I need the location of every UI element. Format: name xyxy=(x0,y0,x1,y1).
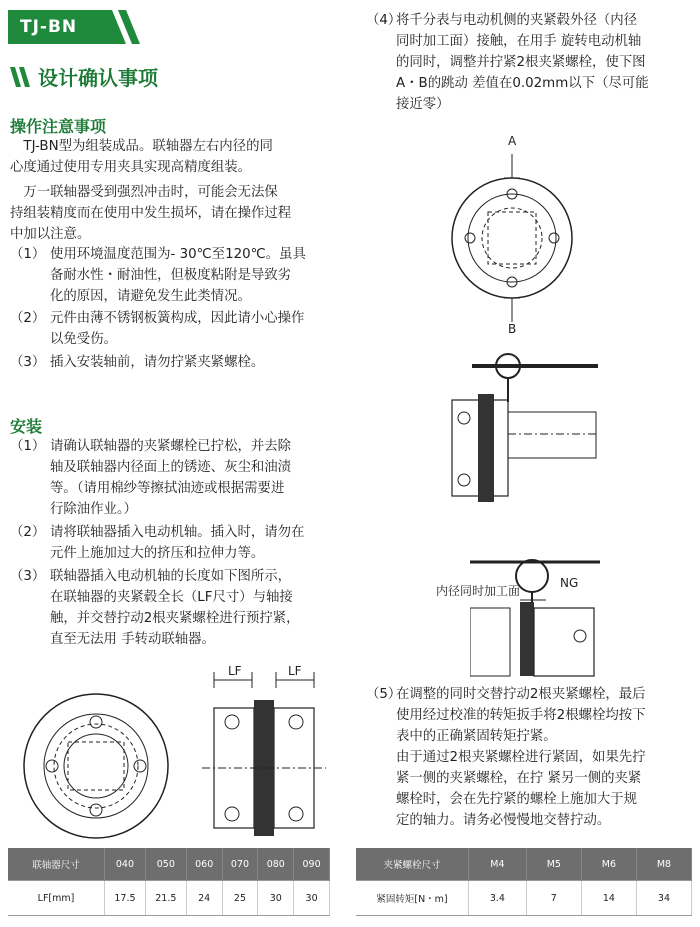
item-line: 备耐水性・耐油性，但极度粘附是导致劣 xyxy=(50,268,292,283)
install-heading: 安装 xyxy=(10,417,43,436)
item-line: 直至无法用 手转动联轴器。 xyxy=(50,632,215,647)
coupling-front-view-figure xyxy=(8,690,188,840)
install-item-3 xyxy=(10,566,340,652)
item-line: 在联轴器的夹紧毂全长（LF尺寸）与轴接 xyxy=(50,590,293,605)
ops-item-2 xyxy=(10,308,340,352)
ops-para1-line: TJ-BN型为组装成品。联轴器左右内径的同 xyxy=(10,139,273,154)
item-line: A・B的跳动 差值在0.02mm以下（尽可能 xyxy=(396,76,649,91)
table-cell: 30 xyxy=(294,881,330,916)
table-cell: 24 xyxy=(186,881,222,916)
table-header-cell: M6 xyxy=(581,848,636,881)
table-cell: 17.5 xyxy=(105,881,146,916)
lf-table-header xyxy=(8,848,330,881)
item-number: （1） xyxy=(10,439,46,454)
torque-table-header xyxy=(356,848,692,881)
model-tag-label: TJ-BN xyxy=(20,17,78,37)
table-header-cell: M5 xyxy=(526,848,581,881)
item-line: 在调整的同时交替拧动2根夹紧螺栓，最后 xyxy=(396,687,646,702)
ops-para2-line: 持组装精度而在使用中发生损坏，请在操作过程 xyxy=(10,206,292,221)
table-cell: 30 xyxy=(258,881,294,916)
label-a: A xyxy=(508,134,517,148)
item-line: 以免受伤。 xyxy=(50,332,117,347)
item-number: （3） xyxy=(10,569,46,584)
machined-face-label: 内径同时加工面 xyxy=(436,584,521,598)
ops-para1 xyxy=(10,136,273,178)
ops-para2-line: 万一联轴器受到强烈冲击时，可能会无法保 xyxy=(10,185,278,200)
item-line: 行除油作业。） xyxy=(50,502,138,517)
item-line: 联轴器插入电动机轴的长度如下图所示， xyxy=(50,569,292,584)
lf-table xyxy=(8,848,330,916)
item-line: 同时加工面）接触，在用手 旋转电动机轴 xyxy=(396,34,642,49)
table-header-cell: 联轴器尺寸 xyxy=(8,848,105,881)
table-cell: 7 xyxy=(526,881,581,916)
table-cell: 25 xyxy=(222,881,258,916)
coupling-side-view-figure xyxy=(202,664,326,842)
table-cell: 21.5 xyxy=(145,881,186,916)
item-line: 将千分表与电动机侧的夹紧毂外径（内径 xyxy=(396,13,638,28)
ops-item-1 xyxy=(10,244,340,308)
ops-heading: 操作注意事项 xyxy=(10,117,107,136)
model-tag xyxy=(8,10,134,44)
item-line: 紧一侧的夹紧螺栓，在拧 紧另一侧的夹紧 xyxy=(396,771,642,786)
ops-item-3 xyxy=(10,352,340,374)
table-cell: 紧固转矩[N・m] xyxy=(356,881,469,916)
section-title-text: 设计确认事项 xyxy=(38,66,158,90)
ops-para1-line: 心度通过使用专用夹具实现高精度组装。 xyxy=(10,160,252,175)
item-line: 由于通过2根夹紧螺栓进行紧固，如果先拧 xyxy=(396,750,646,765)
item-number: （2） xyxy=(10,525,46,540)
table-header-cell: M8 xyxy=(636,848,691,881)
item-line: 触，并交替拧动2根夹紧螺栓进行预拧紧， xyxy=(50,611,300,626)
machined-face-figure xyxy=(470,548,600,678)
item-line: 定的轴力。请务必慢慢地交替拧动。 xyxy=(396,813,611,828)
item-number: （2） xyxy=(10,311,46,326)
table-header-cell: 040 xyxy=(105,848,146,881)
table-header-cell: 050 xyxy=(145,848,186,881)
install-item-5 xyxy=(366,684,696,834)
item-line: 请确认联轴器的夹紧螺栓已拧松，并去除 xyxy=(50,439,292,454)
table-cell: LF[mm] xyxy=(8,881,105,916)
table-header-cell: 090 xyxy=(294,848,330,881)
section-title xyxy=(10,62,158,91)
table-header-cell: 080 xyxy=(258,848,294,881)
item-number: （3） xyxy=(10,355,46,370)
install-item-1 xyxy=(10,436,340,522)
label-b: B xyxy=(508,322,517,336)
table-row xyxy=(8,881,330,916)
item-line: 螺栓时，会在先拧紧的螺栓上施加大于规 xyxy=(396,792,638,807)
torque-table xyxy=(356,848,692,916)
section-bars-icon xyxy=(10,67,32,87)
item-number: （4） xyxy=(366,13,402,28)
item-line: 表中的正确紧固转矩拧紧。 xyxy=(396,729,557,744)
ops-para2-line: 中加以注意。 xyxy=(10,227,91,242)
table-header-cell: 060 xyxy=(186,848,222,881)
table-header-cell: 夹紧螺栓尺寸 xyxy=(356,848,469,881)
item-line: 请将联轴器插入电动机轴。插入时，请勿在 xyxy=(50,525,305,540)
item-line: 使用经过校准的转矩扳手将2根螺栓均按下 xyxy=(396,708,646,723)
runout-front-figure xyxy=(448,150,588,330)
table-cell: 3.4 xyxy=(469,881,527,916)
item-number: （5） xyxy=(366,687,402,702)
install-item-4 xyxy=(366,10,696,118)
lf-label-left: LF xyxy=(228,664,242,678)
item-number: （1） xyxy=(10,247,46,262)
table-header-cell: M4 xyxy=(469,848,527,881)
install-item-2 xyxy=(10,522,340,566)
item-line: 插入安装轴前，请勿拧紧夹紧螺栓。 xyxy=(50,355,265,370)
item-line: 元件上施加过大的挤压和拉伸力等。 xyxy=(50,546,265,561)
item-line: 的同时，调整并拧紧2根夹紧螺栓，使下图 xyxy=(396,55,646,70)
item-line: 轴及联轴器内径面上的锈迹、灰尘和油渍 xyxy=(50,460,292,475)
item-line: 使用环境温度范围为- 30℃至120℃。虽具 xyxy=(50,247,306,262)
table-header-cell: 070 xyxy=(222,848,258,881)
table-cell: 34 xyxy=(636,881,691,916)
table-row xyxy=(356,881,692,916)
ops-para2 xyxy=(10,182,291,245)
lf-label-right: LF xyxy=(288,664,302,678)
dial-indicator-figure xyxy=(448,344,598,504)
item-line: 接近零） xyxy=(396,97,450,112)
item-line: 元件由薄不锈钢板簧构成，因此请小心操作 xyxy=(50,311,305,326)
ng-label: NG xyxy=(560,576,579,590)
table-cell: 14 xyxy=(581,881,636,916)
item-line: 等。（请用棉纱等擦拭油迹或根据需要进 xyxy=(50,481,285,496)
item-line: 化的原因，请避免发生此类情况。 xyxy=(50,289,251,304)
